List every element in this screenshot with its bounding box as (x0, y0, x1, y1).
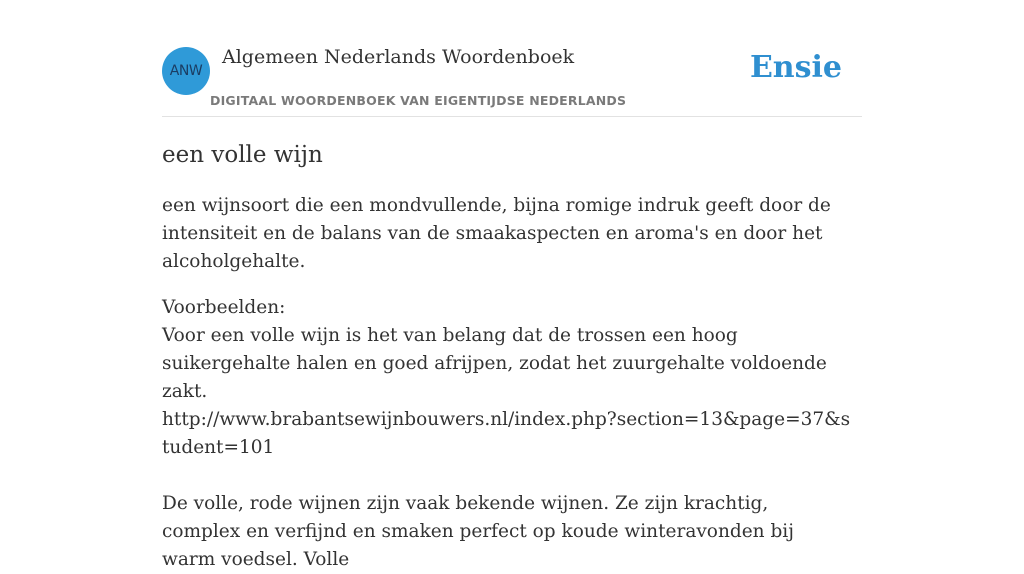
entry-term: een volle wijn (162, 142, 323, 168)
example-text: Voor een volle wijn is het van belang dat de trossen een hoog suikergehalte halen en goed afrijpen, zodat het zuurgehalte voldoende zakt. (162, 325, 827, 402)
example-source-link[interactable]: http://www.brabantsewijnbouwers.nl/index.php?section=13&page=37&student=101 (162, 409, 851, 458)
entry-definition: een wijnsoort die een mondvullende, bijna romige indruk geeft door de intensiteit en de balans van de smaakaspecten en aroma's en door het alcoholgehalte. (162, 195, 831, 272)
site-subtitle: DIGITAAL WOORDENBOEK VAN EIGENTIJDSE NEDERLANDS (210, 93, 627, 108)
site-title[interactable]: Algemeen Nederlands Woordenboek (222, 46, 575, 68)
examples-label: Voorbeelden: (162, 297, 286, 318)
ensie-brand-logo[interactable]: Ensie (749, 50, 842, 85)
site-header (162, 46, 862, 117)
example-text: De volle, rode wijnen zijn vaak bekende wijnen. Ze zijn krachtig, complex en verfijnd en smaken perfect op koude winteravonden bij warm voedsel. Volle (162, 493, 794, 570)
entry-content (162, 138, 852, 574)
anw-logo[interactable]: ANW (162, 47, 210, 95)
